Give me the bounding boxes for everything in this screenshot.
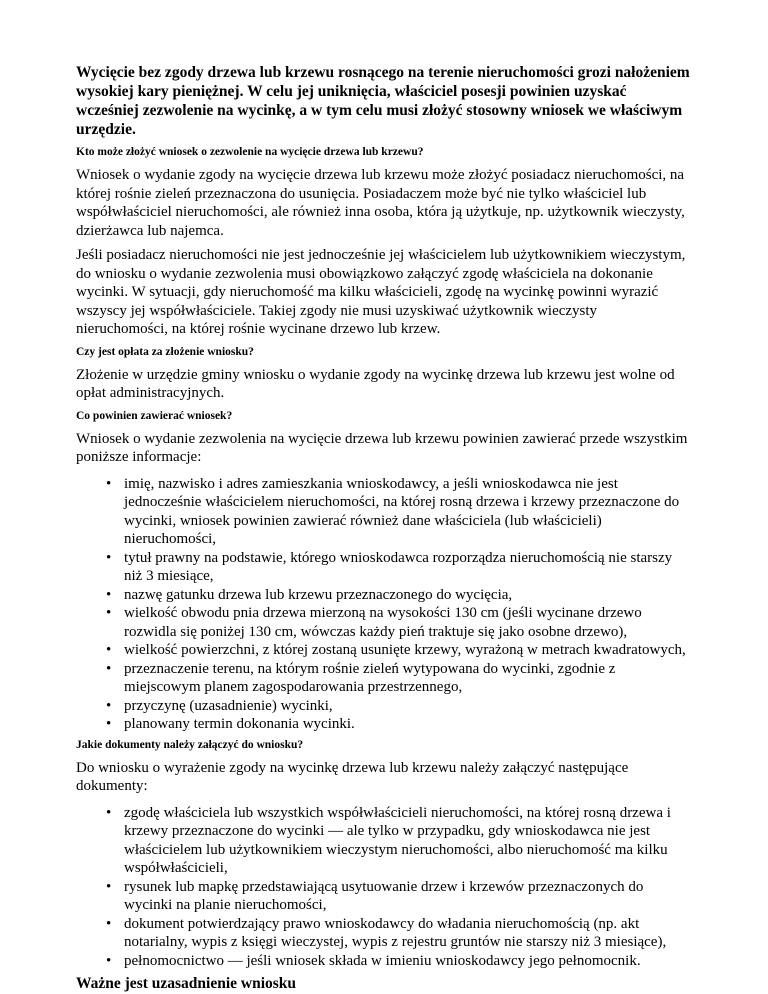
list-application-content xyxy=(76,475,692,734)
list-required-documents xyxy=(76,804,692,971)
heading-justification: Ważne jest uzasadnienie wniosku xyxy=(76,975,297,992)
list-item: • dokument potwierdzający prawo wnioskodawcy do władania nieruchomością (np. akt notarialny, wypis z księgi wieczystej, wypis z rejestru gruntów nie starszy niż 3 miesiące), xyxy=(124,915,692,952)
paragraph-application-content: Wniosek o wydanie zezwolenia na wycięcie drzewa lub krzewu powinien zawierać przede wszystkim poniższe informacje: xyxy=(76,430,688,465)
list-item: • zgodę właściciela lub wszystkich współwłaścicieli nieruchomości, na której rosną drzewa i krzewy przeznaczone do wycinki — ale tylko w przypadku, gdy wnioskodawca nie jest właścicielem lub użytkownikiem wieczystym nieruchomości, albo nieruchomość ma kilku współwłaścicieli, xyxy=(124,804,692,878)
paragraph-fee: Złożenie w urzędzie gminy wniosku o wydanie zgody na wycinkę drzewa lub krzewu jest wolne od opłat administracyjnych. xyxy=(76,366,675,401)
heading-who-can-apply: Kto może złożyć wniosek o zezwolenie na wycięcie drzewa lub krzewu? xyxy=(76,146,424,158)
list-item: • rysunek lub mapkę przedstawiającą usytuowanie drzew i krzewów przeznaczonych do wycinki na planie nieruchomości, xyxy=(124,878,692,915)
list-item: • nazwę gatunku drzewa lub krzewu przeznaczonego do wycięcia, xyxy=(124,586,692,605)
list-item: • imię, nazwisko i adres zamieszkania wnioskodawcy, a jeśli wnioskodawca nie jest jednocześnie właścicielem nieruchomości, na której rosną drzewa i krzewy przeznaczone do wycinki, wniosek powinien zawierać również dane właściciela (lub właścicieli) nieruchomości, xyxy=(124,475,692,549)
list-item: • tytuł prawny na podstawie, którego wnioskodawca rozporządza nieruchomością nie starszy niż 3 miesiące, xyxy=(124,549,692,586)
list-item: • przeznaczenie terenu, na którym rośnie zieleń wytypowana do wycinki, zgodnie z miejscowym planem zagospodarowania przestrzennego, xyxy=(124,660,692,697)
heading-fee: Czy jest opłata za złożenie wniosku? xyxy=(76,345,254,358)
heading-required-documents: Jakie dokumenty należy załączyć do wniosku? xyxy=(76,738,304,751)
list-item: • wielkość obwodu pnia drzewa mierzoną na wysokości 130 cm (jeśli wycinane drzewo rozwidla się poniżej 130 cm, wówczas każdy pień traktuje się jako osobne drzewo), xyxy=(124,604,692,641)
list-item: • planowany termin dokonania wycinki. xyxy=(124,715,692,734)
list-item: • pełnomocnictwo — jeśli wniosek składa w imieniu wnioskodawcy jego pełnomocnik. xyxy=(124,952,692,971)
list-item: • przyczynę (uzasadnienie) wycinki, xyxy=(124,697,692,716)
paragraph-who-can-apply-2: Jeśli posiadacz nieruchomości nie jest jednocześnie jej właścicielem lub użytkownikiem wieczystym, do wniosku o wydanie zezwolenia musi obowiązkowo załączyć zgodę właściciela na dokonanie wycinki. W sytuacji, gdy nieruchomość ma kilku właścicieli, zgodę na wycinkę powinni wyrazić wszyscy jej współwłaściciele. Takiej zgody nie musi uzyskiwać użytkownik wieczysty nieruchomości, na której rośnie wycinane drzewo lub krzew. xyxy=(76,247,686,337)
paragraph-who-can-apply-1: Wniosek o wydanie zgody na wycięcie drzewa lub krzewu może złożyć posiadacz nieruchomości, na której rośnie zieleń przeznaczona do usunięcia. Posiadaczem może być nie tylko właściciel lub współwłaściciel nieruchomości, ale również inna osoba, która ją użytkuje, np. użytkownik wieczysty, dzierżawca lub najemca. xyxy=(76,167,685,239)
heading-application-content: Co powinien zawierać wniosek? xyxy=(76,409,233,422)
paragraph-required-documents: Do wniosku o wyrażenie zgody na wycinkę drzewa lub krzewu należy załączyć następujące dokumenty: xyxy=(76,759,629,794)
intro-paragraph: Wycięcie bez zgody drzewa lub krzewu rosnącego na terenie nieruchomości grozi nałożeniem wysokiej kary pieniężnej. W celu jej uniknięcia, właściciel posesji powinien uzyskać wcześniej zezwolenie na wycinkę, a w tym celu musi złożyć stosowny wniosek we właściwym urzędzie. xyxy=(76,64,690,138)
list-item: • wielkość powierzchni, z której zostaną usunięte krzewy, wyrażoną w metrach kwadratowych, xyxy=(124,641,692,660)
